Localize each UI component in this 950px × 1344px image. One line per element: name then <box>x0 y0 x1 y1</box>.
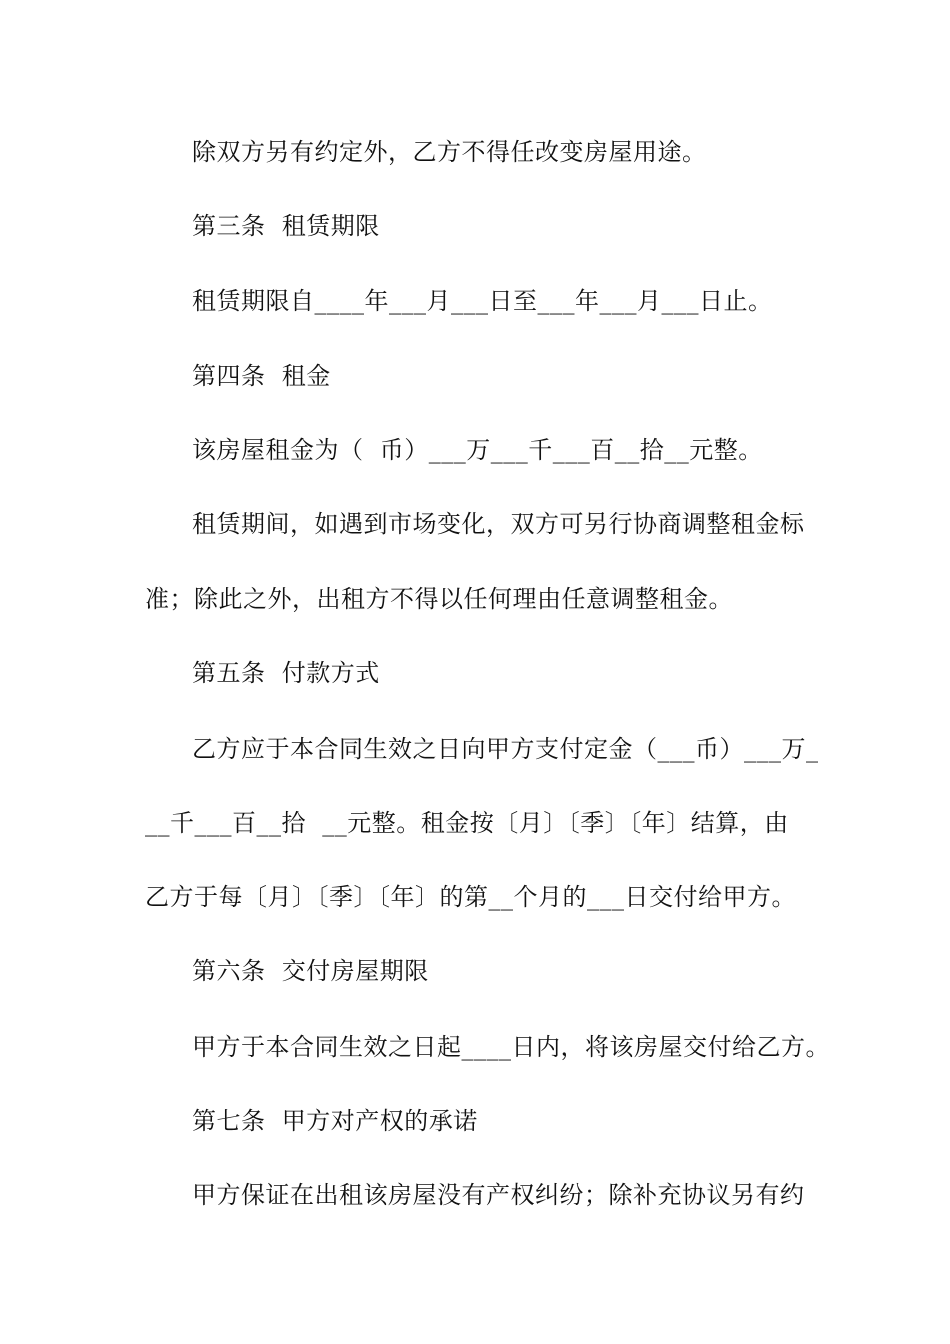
article-heading: 第七条 甲方对产权的承诺 <box>192 1107 478 1135</box>
paragraph-line: 租赁期限自____年___月___日至___年___月___日止。 <box>192 287 773 315</box>
paragraph-line: 租赁期间，如遇到市场变化，双方可另行协商调整租金标 <box>192 510 805 538</box>
paragraph-line: 乙方应于本合同生效之日向甲方支付定金（___币）___万_ <box>192 735 819 763</box>
paragraph-line: 乙方于每〔月〕〔季〕〔年〕的第__个月的___日交付给甲方。 <box>145 883 796 911</box>
article-heading: 第五条 付款方式 <box>192 659 380 687</box>
paragraph-line: __千___百__拾 __元整。租金按〔月〕〔季〕〔年〕结算，由 <box>145 809 789 837</box>
paragraph-line: 甲方保证在出租该房屋没有产权纠纷；除补充协议另有约 <box>192 1181 805 1209</box>
article-heading: 第四条 租金 <box>192 362 331 390</box>
paragraph-line: 除双方另有约定外，乙方不得任改变房屋用途。 <box>192 138 707 166</box>
article-heading: 第三条 租赁期限 <box>192 212 380 240</box>
paragraph-line: 甲方于本合同生效之日起____日内，将该房屋交付给乙方。 <box>192 1033 830 1061</box>
article-heading: 第六条 交付房屋期限 <box>192 957 429 985</box>
paragraph-line: 准；除此之外，出租方不得以任何理由任意调整租金。 <box>145 585 733 613</box>
paragraph-line: 该房屋租金为（ 币）___万___千___百__拾__元整。 <box>192 436 763 464</box>
